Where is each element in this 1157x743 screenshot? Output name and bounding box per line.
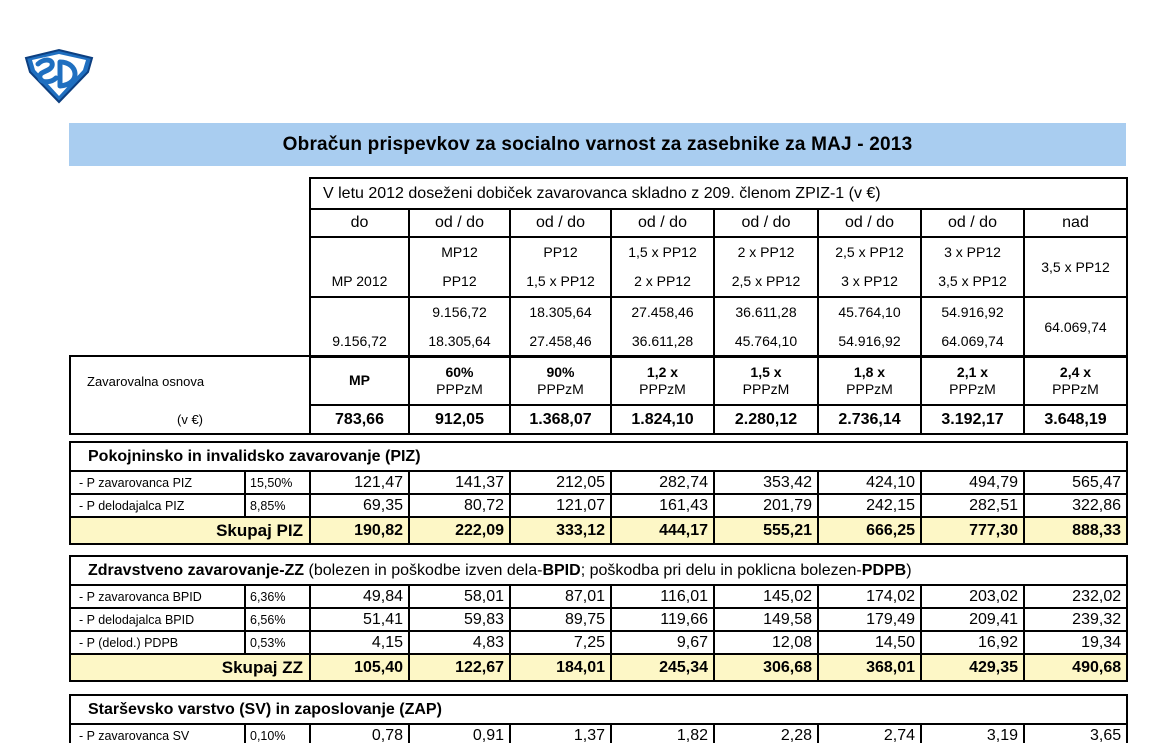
total-cell: 666,25 (818, 517, 921, 544)
value-cell: 424,10 (818, 471, 921, 494)
page-title: Obračun prispevkov za socialno varnost za zasebnike za MAJ - 2013 (69, 123, 1126, 166)
value-cell: 116,01 (611, 585, 714, 608)
row-label: - P (delod.) PDPB (70, 631, 245, 654)
amount-cell: 27.458,46 36.611,28 (611, 297, 714, 357)
basis-value: 2.280,12 (714, 405, 818, 434)
value-cell: 201,79 (714, 494, 818, 517)
total-cell: 190,82 (310, 517, 409, 544)
basis-cell: 2,4 x PPPzM (1024, 356, 1127, 405)
value-cell: 14,50 (818, 631, 921, 654)
unit-label: (v €) (70, 405, 310, 434)
basis-cell: 90% PPPzM (510, 356, 611, 405)
value-cell: 89,75 (510, 608, 611, 631)
value-cell: 565,47 (1024, 471, 1127, 494)
value-cell: 322,86 (1024, 494, 1127, 517)
total-cell: 490,68 (1024, 654, 1127, 681)
total-cell: 306,68 (714, 654, 818, 681)
zz-section-title: Zdravstveno zavarovanje-ZZ (bolezen in poškodbe izven dela-BPID; poškodba pri delu in poklicna bolezen-PDPB) (70, 556, 1127, 585)
total-cell: 333,12 (510, 517, 611, 544)
piz-section-title: Pokojninsko in invalidsko zavarovanje (PIZ) (70, 442, 1127, 471)
sv-table (69, 694, 1128, 743)
sd-logo (22, 46, 96, 104)
value-cell: 121,47 (310, 471, 409, 494)
range-cell: od / do (409, 209, 510, 237)
value-cell: 80,72 (409, 494, 510, 517)
value-cell: 141,37 (409, 471, 510, 494)
value-cell: 0,78 (310, 724, 409, 743)
table-row (70, 631, 1127, 654)
value-cell: 69,35 (310, 494, 409, 517)
value-cell: 2,28 (714, 724, 818, 743)
rate-cell: 0,53% (245, 631, 310, 654)
value-cell: 51,41 (310, 608, 409, 631)
value-cell: 282,51 (921, 494, 1024, 517)
basis-value: 1.824,10 (611, 405, 714, 434)
value-cell: 3,19 (921, 724, 1024, 743)
value-cell: 119,66 (611, 608, 714, 631)
basis-value: 3.192,17 (921, 405, 1024, 434)
amount-cell: 45.764,10 54.916,92 (818, 297, 921, 357)
basis-value: 783,66 (310, 405, 409, 434)
value-cell: 19,34 (1024, 631, 1127, 654)
rate-cell: 15,50% (245, 471, 310, 494)
value-cell: 0,91 (409, 724, 510, 743)
value-cell: 4,83 (409, 631, 510, 654)
insurance-basis-label: Zavarovalna osnova (70, 356, 310, 405)
table-row (70, 608, 1127, 631)
rate-cell: 8,85% (245, 494, 310, 517)
basis-cell: 1,5 x PPPzM (714, 356, 818, 405)
range-cell: od / do (818, 209, 921, 237)
value-cell: 179,49 (818, 608, 921, 631)
value-cell: 2,74 (818, 724, 921, 743)
profit-brackets-table (309, 177, 1128, 358)
range-cell: nad (1024, 209, 1127, 237)
basis-cell: 60% PPPzM (409, 356, 510, 405)
formula-cell: 2 x PP12 2,5 x PP12 (714, 237, 818, 297)
value-cell: 212,05 (510, 471, 611, 494)
total-cell: 245,34 (611, 654, 714, 681)
amount-cell: 9.156,72 (310, 297, 409, 357)
row-label: - P zavarovanca SV (70, 724, 245, 743)
insurance-basis-table (69, 355, 1128, 435)
basis-value: 1.368,07 (510, 405, 611, 434)
rate-cell: 6,36% (245, 585, 310, 608)
formula-cell: 2,5 x PP12 3 x PP12 (818, 237, 921, 297)
basis-cell: MP (310, 356, 409, 405)
value-cell: 149,58 (714, 608, 818, 631)
range-row (310, 209, 1127, 237)
table-row (70, 585, 1127, 608)
row-label: - P delodajalca BPID (70, 608, 245, 631)
total-cell: 184,01 (510, 654, 611, 681)
basis-value: 3.648,19 (1024, 405, 1127, 434)
amount-cell: 36.611,28 45.764,10 (714, 297, 818, 357)
formula-cell: PP12 1,5 x PP12 (510, 237, 611, 297)
value-cell: 174,02 (818, 585, 921, 608)
total-cell: 555,21 (714, 517, 818, 544)
amount-cell: 18.305,64 27.458,46 (510, 297, 611, 357)
total-cell: 105,40 (310, 654, 409, 681)
total-cell: 777,30 (921, 517, 1024, 544)
piz-table (69, 441, 1128, 545)
total-label: Skupaj PIZ (70, 517, 310, 544)
value-cell: 1,82 (611, 724, 714, 743)
value-cell: 87,01 (510, 585, 611, 608)
value-cell: 4,15 (310, 631, 409, 654)
basis-value: 2.736,14 (818, 405, 921, 434)
value-cell: 58,01 (409, 585, 510, 608)
amount-cell: 54.916,92 64.069,74 (921, 297, 1024, 357)
row-label: - P zavarovanca BPID (70, 585, 245, 608)
table-row (70, 724, 1127, 743)
value-cell: 209,41 (921, 608, 1024, 631)
table-row (70, 471, 1127, 494)
basis-value-row (70, 405, 1127, 434)
value-cell: 121,07 (510, 494, 611, 517)
formula-row (310, 237, 1127, 297)
value-cell: 7,25 (510, 631, 611, 654)
basis-cell: 2,1 x PPPzM (921, 356, 1024, 405)
value-cell: 282,74 (611, 471, 714, 494)
total-label: Skupaj ZZ (70, 654, 310, 681)
row-label: - P zavarovanca PIZ (70, 471, 245, 494)
total-row (70, 517, 1127, 544)
formula-cell: 3,5 x PP12 (1024, 237, 1127, 297)
value-cell: 145,02 (714, 585, 818, 608)
value-cell: 3,65 (1024, 724, 1127, 743)
total-cell: 222,09 (409, 517, 510, 544)
amount-row (310, 297, 1127, 357)
table-row (70, 494, 1127, 517)
formula-cell: MP12 PP12 (409, 237, 510, 297)
value-cell: 203,02 (921, 585, 1024, 608)
value-cell: 242,15 (818, 494, 921, 517)
row-label: - P delodajalca PIZ (70, 494, 245, 517)
value-cell: 9,67 (611, 631, 714, 654)
value-cell: 161,43 (611, 494, 714, 517)
total-cell: 888,33 (1024, 517, 1127, 544)
basis-value: 912,05 (409, 405, 510, 434)
value-cell: 232,02 (1024, 585, 1127, 608)
value-cell: 239,32 (1024, 608, 1127, 631)
value-cell: 353,42 (714, 471, 818, 494)
formula-cell: 3 x PP12 3,5 x PP12 (921, 237, 1024, 297)
profit-brackets-caption: V letu 2012 doseženi dobiček zavarovanca skladno z 209. členom ZPIZ-1 (v €) (310, 178, 1127, 209)
sv-section-title: Starševsko varstvo (SV) in zaposlovanje (ZAP) (70, 695, 1127, 724)
total-cell: 368,01 (818, 654, 921, 681)
range-cell: od / do (921, 209, 1024, 237)
range-cell: od / do (714, 209, 818, 237)
range-cell: od / do (510, 209, 611, 237)
range-cell: od / do (611, 209, 714, 237)
total-cell: 429,35 (921, 654, 1024, 681)
value-cell: 494,79 (921, 471, 1024, 494)
zz-table (69, 555, 1128, 682)
range-cell: do (310, 209, 409, 237)
total-cell: 122,67 (409, 654, 510, 681)
value-cell: 16,92 (921, 631, 1024, 654)
value-cell: 49,84 (310, 585, 409, 608)
rate-cell: 6,56% (245, 608, 310, 631)
total-row (70, 654, 1127, 681)
value-cell: 59,83 (409, 608, 510, 631)
formula-cell: 1,5 x PP12 2 x PP12 (611, 237, 714, 297)
formula-cell: MP 2012 (310, 237, 409, 297)
basis-cell: 1,8 x PPPzM (818, 356, 921, 405)
basis-cell: 1,2 x PPPzM (611, 356, 714, 405)
rate-cell: 0,10% (245, 724, 310, 743)
value-cell: 12,08 (714, 631, 818, 654)
amount-cell: 9.156,72 18.305,64 (409, 297, 510, 357)
value-cell: 1,37 (510, 724, 611, 743)
amount-cell: 64.069,74 (1024, 297, 1127, 357)
basis-row (70, 356, 1127, 405)
total-cell: 444,17 (611, 517, 714, 544)
